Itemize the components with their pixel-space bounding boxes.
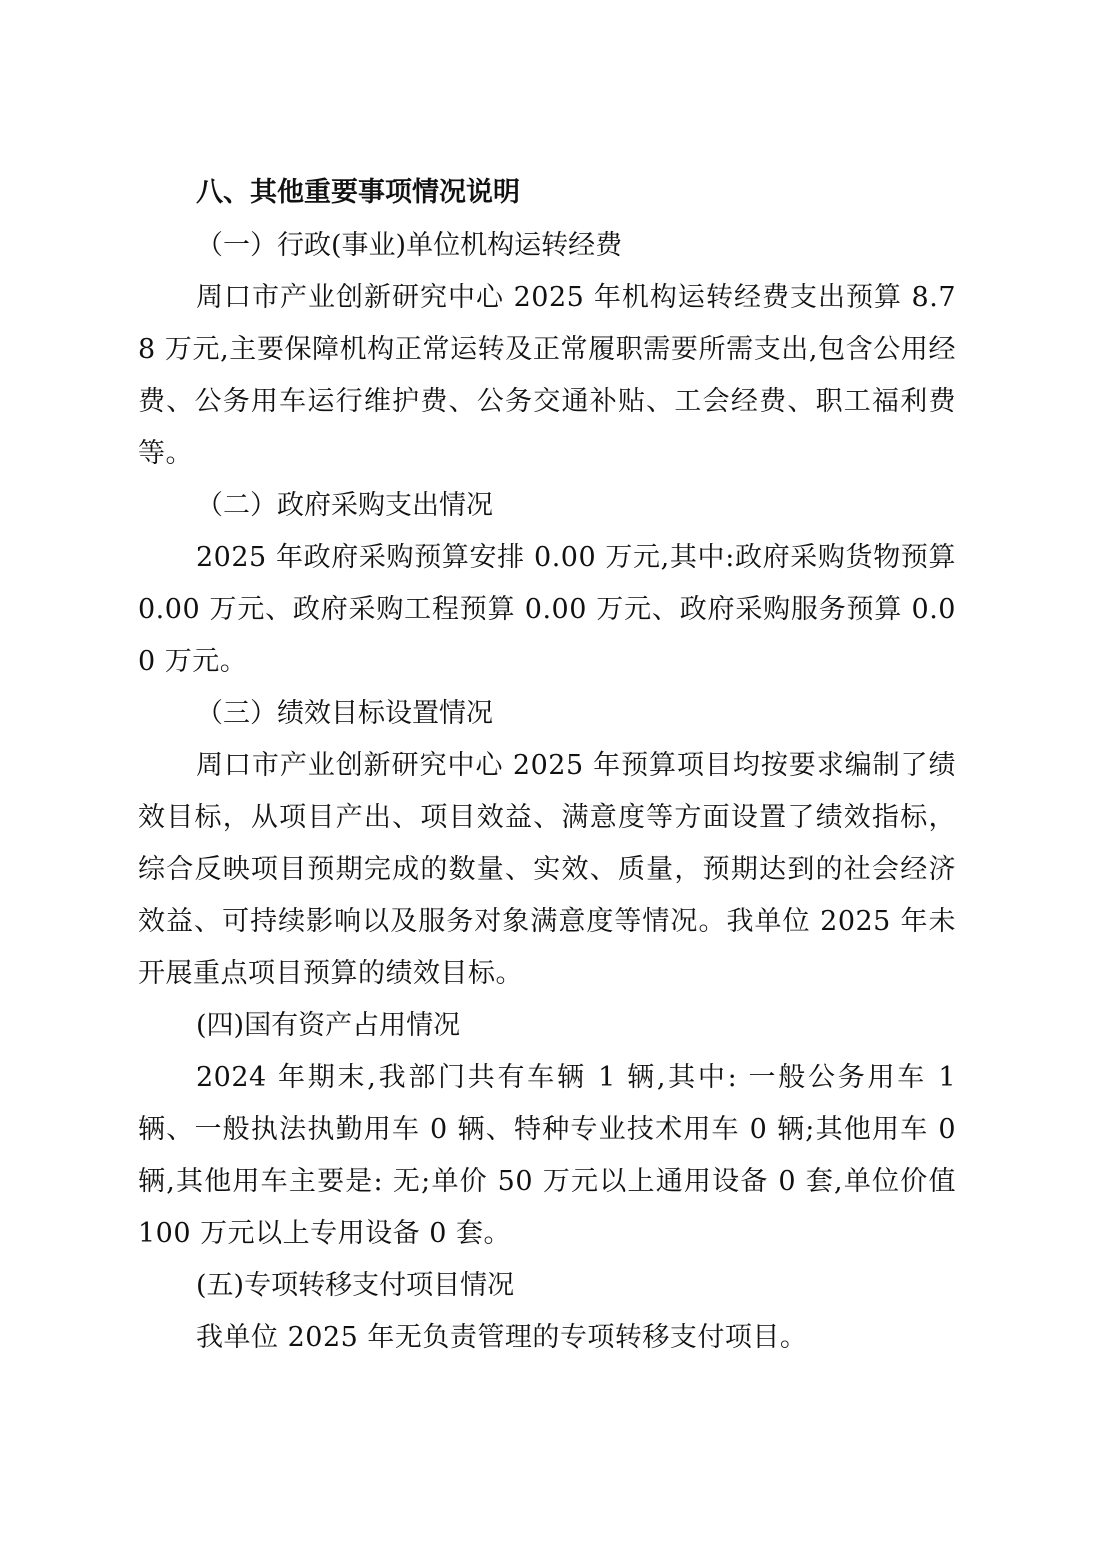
paragraph-performance-goals: 周口市产业创新研究中心 2025 年预算项目均按要求编制了绩效目标，从项目产出、项目效益、满意度等方面设置了绩效指标，综合反映项目预期完成的数量、实效、质量，预期达到的社会经济效益、可持续影响以及服务对象满意度等情况。我单位 2025 年未开展重点项目预算的绩效目标。 [138, 750, 956, 989]
paragraph-procurement: 2025 年政府采购预算安排 0.00 万元,其中:政府采购货物预算 0.00 万元、政府采购工程预算 0.00 万元、政府采购服务预算 0.00 万元。 [138, 542, 956, 677]
subsection-heading-operating-funds: （一）行政(事业)单位机构运转经费 [196, 230, 623, 261]
subsection-heading-performance-goals: （三）绩效目标设置情况 [196, 698, 493, 729]
section-title: 八、其他重要事项情况说明 [196, 177, 520, 208]
document-body [138, 166, 956, 1364]
paragraph-state-assets: 2024 年期末,我部门共有车辆 1 辆,其中: 一般公务用车 1 辆、一般执法执勤用车 0 辆、特种专业技术用车 0 辆;其他用车 0 辆,其他用车主要是: 无;单价 50 万元以上通用设备 0 套,单位价值 100 万元以上专用设备 0 套。 [138, 1062, 956, 1249]
subsection-heading-transfer-payments: (五)专项转移支付项目情况 [196, 1270, 515, 1301]
paragraph-transfer-payments: 我单位 2025 年无负责管理的专项转移支付项目。 [196, 1322, 808, 1353]
subsection-heading-procurement: （二）政府采购支出情况 [196, 490, 493, 521]
subsection-heading-state-assets: (四)国有资产占用情况 [196, 1010, 461, 1041]
paragraph-operating-funds: 周口市产业创新研究中心 2025 年机构运转经费支出预算 8.78 万元,主要保障机构正常运转及正常履职需要所需支出,包含公用经费、公务用车运行维护费、公务交通补贴、工会经费、职工福利费等。 [138, 282, 956, 469]
